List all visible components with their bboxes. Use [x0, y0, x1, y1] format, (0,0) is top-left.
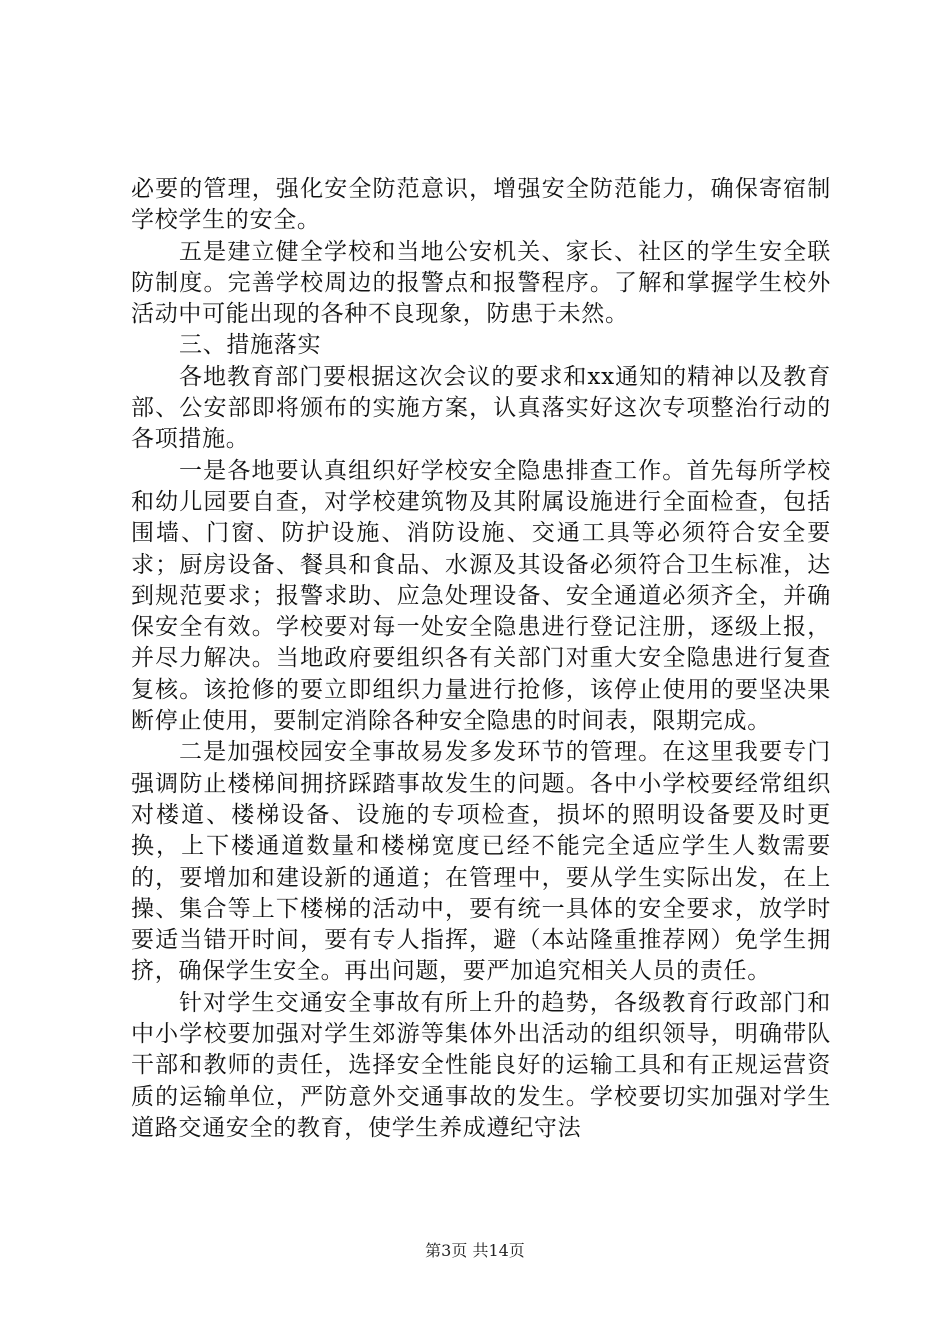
document-body: [131, 174, 831, 1144]
paragraph-item-one: 一是各地要认真组织好学校安全隐患排查工作。首先每所学校和幼儿园要自查，对学校建筑物及其附属设施进行全面检查，包括围墙、门窗、防护设施、消防设施、交通工具等必须符合安全要求；厨房设备、餐具和食品、水源及其设备必须符合卫生标准，达到规范要求；报警求助、应急处理设备、安全通道必须齐全，并确保安全有效。学校要对每一处安全隐患进行登记注册，逐级上报，并尽力解决。当地政府要组织各有关部门对重大安全隐患进行复查复核。该抢修的要立即组织力量进行抢修，该停止使用的要坚决果断停止使用，要制定消除各种安全隐患的时间表，限期完成。: [131, 457, 831, 735]
paragraph-item-two: 二是加强校园安全事故易发多发环节的管理。在这里我要专门强调防止楼梯间拥挤踩踏事故发生的问题。各中小学校要经常组织对楼道、楼梯设备、设施的专项检查，损坏的照明设备要及时更换，上下楼通道数量和楼梯宽度已经不能完全适应学生人数需要的，要增加和建设新的通道；在管理中，要从学生实际出发，在上操、集合等上下楼梯的活动中，要有统一具体的安全要求，放学时要适当错开时间，要有专人指挥，避（本站隆重推荐网）免学生拥挤，确保学生安全。再出问题，要严加追究相关人员的责任。: [131, 739, 831, 985]
page-footer: 第3页 共14页: [425, 1241, 525, 1260]
paragraph-item-five: 五是建立健全学校和当地公安机关、家长、社区的学生安全联防制度。完善学校周边的报警点和报警程序。了解和掌握学生校外活动中可能出现的各种不良现象，防患于未然。: [131, 238, 831, 328]
paragraph-education-departments: 各地教育部门要根据这次会议的要求和xx通知的精神以及教育部、公安部即将颁布的实施方案，认真落实好这次专项整治行动的各项措施。: [131, 363, 831, 453]
paragraph-dormitory-safety: 必要的管理，强化安全防范意识，增强安全防范能力，确保寄宿制学校学生的安全。: [131, 176, 831, 234]
section-heading-measures: 三、措施落实: [179, 332, 322, 359]
paragraph-traffic-safety: 针对学生交通安全事故有所上升的趋势，各级教育行政部门和中小学校要加强对学生郊游等集体外出活动的组织领导，明确带队干部和教师的责任，选择安全性能良好的运输工具和有正规运营资质的运输单位，严防意外交通事故的发生。学校要切实加强对学生道路交通安全的教育，使学生养成遵纪守法: [131, 989, 831, 1141]
